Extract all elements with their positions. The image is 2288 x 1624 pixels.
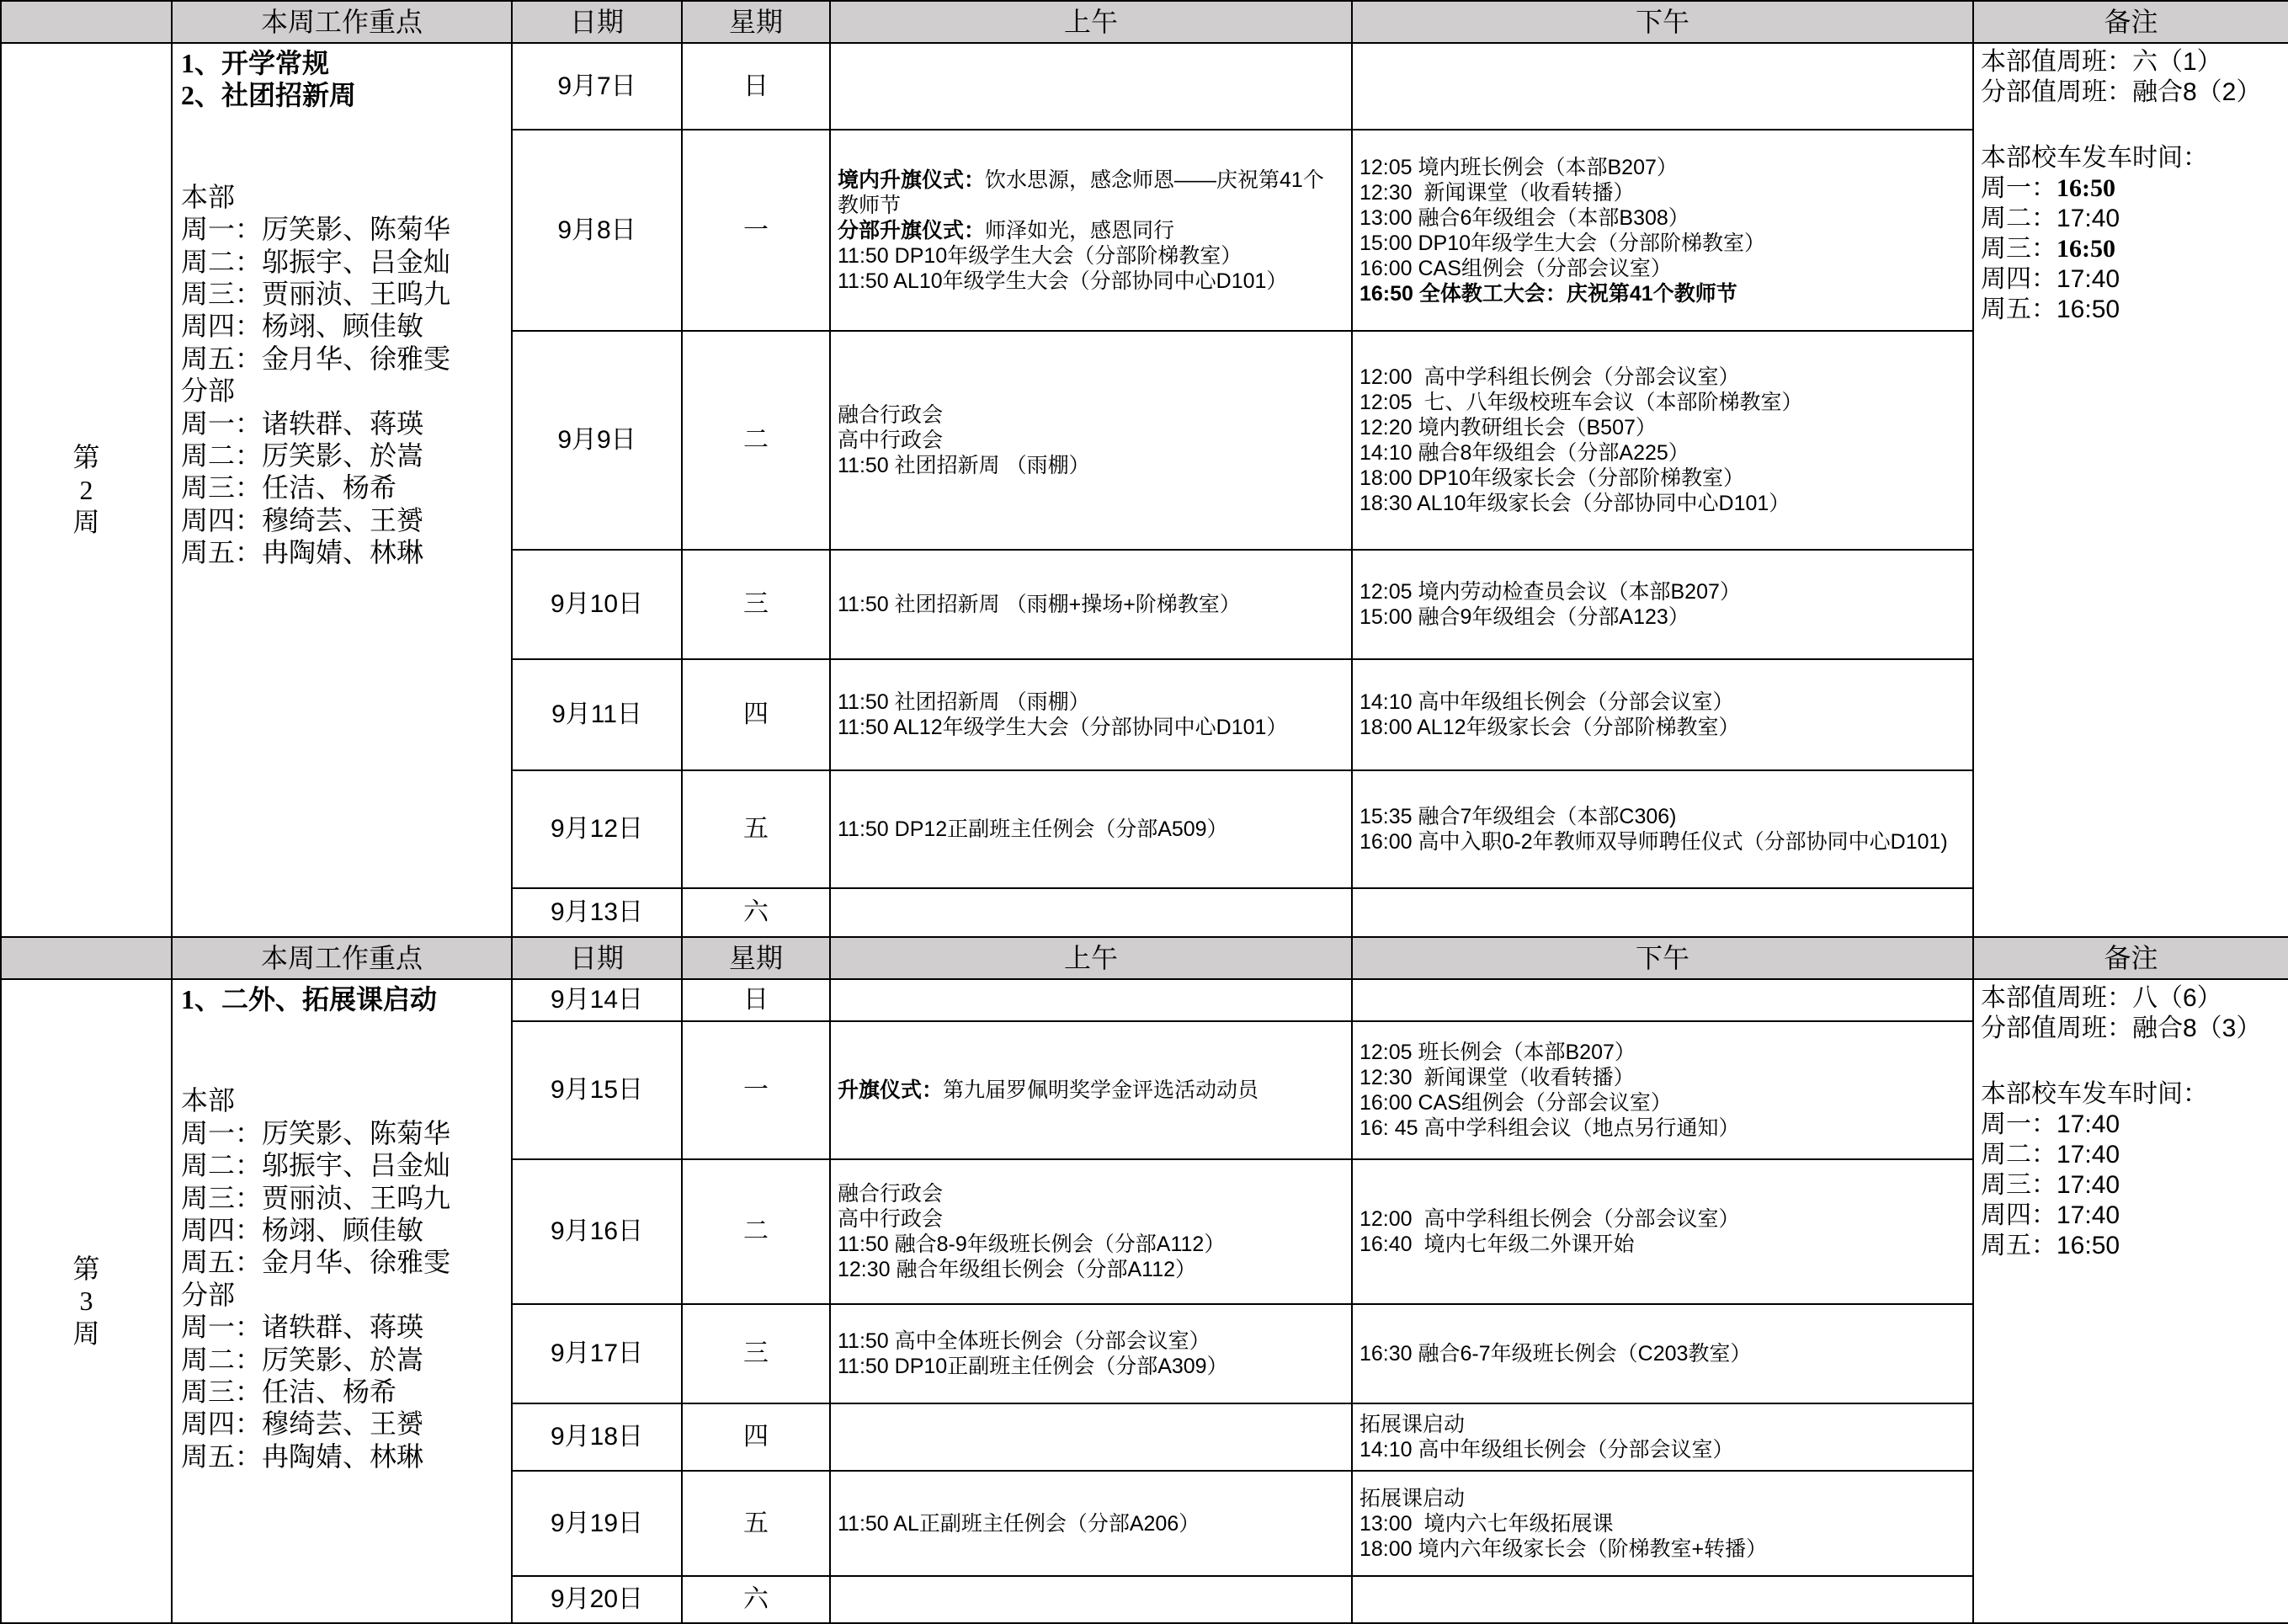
afternoon-text: 16:00 CAS组例会（分部会议室） [1359,256,1672,280]
header-blank [1,937,172,979]
afternoon-line [1359,415,1966,440]
weekday-cell: 一 [682,130,830,331]
spacer [1981,1044,2288,1079]
weekday-cell: 五 [682,1471,830,1576]
afternoon-line [1359,1511,1966,1536]
date-cell: 9月10日 [512,550,682,659]
main-campus-duty: 周二：邬振宇、吕金灿 [181,1150,451,1181]
header-date: 日期 [512,1,682,43]
afternoon-cell [1352,1403,1973,1471]
focus-key-item: 1、二外、拓展课启动 [181,984,438,1014]
afternoon-text: 12:00 高中学科组长例会（分部会议室） [1359,1207,1740,1231]
morning-bold-label: 升旗仪式： [838,1078,944,1102]
week-label-part: 周 [72,507,100,538]
afternoon-text: 18:00 AL12年级家长会（分部阶梯教室） [1359,716,1740,739]
afternoon-line [1359,1232,1966,1257]
date-cell: 9月20日 [512,1576,682,1623]
afternoon-bold-label: 16:50 全体教工大会：庆祝第41个教师节 [1359,281,1737,306]
header-blank [1,1,172,43]
bus-time-row [1981,1110,2288,1140]
afternoon-text: 12:05 班长例会（本部B207） [1359,1041,1636,1064]
morning-text: 12:30 融合年级组长例会（分部A112） [838,1258,1197,1281]
bus-day: 周三： [1981,1171,2057,1199]
duty-class: 分部值周班：融合8（3） [1981,1014,2262,1042]
header-afternoon: 下午 [1352,1,1973,43]
afternoon-text: 12:30 新闻课堂（收看转播） [1359,180,1635,205]
morning-line [838,1328,1344,1354]
afternoon-text: 13:00 境内六七年级拓展课 [1359,1511,1614,1536]
date-cell: 9月17日 [512,1304,682,1403]
week-label-part: 2 [79,474,93,505]
afternoon-text: 15:00 融合9年级组会（分部A123） [1359,605,1689,629]
morning-text: 饮水思源，感念师恩——庆祝第41个教师节 [838,168,1324,217]
date-cell: 9月16日 [512,1159,682,1304]
afternoon-text: 12:00 高中学科组长例会（分部会议室） [1359,365,1740,389]
afternoon-line [1359,365,1966,390]
afternoon-text: 18:30 AL10年级家长会（分部协同中心D101） [1359,492,1790,515]
bus-time: 17:40 [2057,1201,2120,1229]
bus-schedule-title: 本部校车发车时间： [1981,144,2208,172]
afternoon-cell [1352,1304,1973,1403]
week-label [1,43,172,937]
morning-text: 融合行政会 [838,403,944,427]
afternoon-line [1359,1065,1966,1090]
afternoon-line [1359,1206,1966,1232]
afternoon-text: 16:00 高中入职0-2年教师双导师聘任仪式（分部协同中心D101) [1359,830,1948,854]
duty-class: 本部值周班：八（6） [1981,984,2222,1012]
date-cell: 9月11日 [512,659,682,770]
branch-campus-duty: 周一：诸轶群、蒋瑛 [181,1312,424,1343]
bus-time-row [1981,1170,2288,1201]
afternoon-line [1359,1116,1966,1141]
branch-campus-label: 分部 [181,1279,236,1310]
bus-time: 16:50 [2057,174,2115,202]
afternoon-line [1359,256,1966,281]
afternoon-cell [1352,550,1973,659]
afternoon-line [1359,1486,1966,1511]
afternoon-line [1359,1412,1966,1437]
bus-time-row [1981,234,2288,264]
morning-line [838,592,1344,617]
morning-text: 11:50 DP12正副班主任例会（分部A509） [838,817,1228,841]
bus-day: 周五： [1981,1232,2057,1259]
bus-day: 周二： [1981,205,2057,232]
spacer [181,1015,511,1050]
morning-line [838,1511,1344,1536]
branch-campus-duty: 周四：穆绮芸、王赟 [181,1408,424,1440]
afternoon-line [1359,466,1966,491]
afternoon-line [1359,281,1966,306]
main-campus-label: 本部 [181,1085,236,1116]
bus-schedule-title: 本部校车发车时间： [1981,1080,2208,1108]
week-label-part: 第 [72,442,100,473]
weekday-cell: 日 [682,979,830,1021]
afternoon-text: 16:40 境内七年级二外课开始 [1359,1233,1635,1256]
spacer [181,1050,511,1084]
bus-time: 16:50 [2057,1232,2120,1259]
afternoon-cell [1352,130,1973,331]
bus-time: 17:40 [2057,205,2120,232]
focus-key-item: 2、社团招新周 [181,80,357,111]
afternoon-cell [1352,331,1973,550]
header-morning: 上午 [830,1,1352,43]
day-row [1,979,2288,1021]
morning-line [838,1181,1344,1206]
bus-time: 17:40 [2057,1141,2120,1169]
date-cell: 9月14日 [512,979,682,1021]
morning-text: 11:50 融合8-9年级班长例会（分部A112） [838,1233,1226,1256]
morning-text: 师泽如光，感恩同行 [985,218,1175,242]
bus-time-row [1981,173,2288,204]
afternoon-line [1359,180,1966,205]
weekday-cell: 四 [682,659,830,770]
afternoon-line [1359,1040,1966,1065]
main-campus-duty: 周四：杨翊、顾佳敏 [181,1214,424,1245]
branch-campus-duty: 周五：冉陶婧、林琳 [181,537,424,568]
morning-line [838,1354,1344,1379]
afternoon-line [1359,715,1966,740]
weekly-focus-cell [172,979,512,1623]
afternoon-cell [1352,1021,1973,1159]
bus-time-row [1981,264,2288,295]
bus-day: 周二： [1981,1141,2057,1169]
spacer [1981,108,2288,143]
branch-campus-duty: 周五：冉陶婧、林琳 [181,1440,424,1472]
afternoon-cell [1352,659,1973,770]
branch-campus-label: 分部 [181,375,236,407]
morning-cell [830,1471,1352,1576]
afternoon-line [1359,829,1966,855]
afternoon-line [1359,1536,1966,1562]
weekday-cell: 三 [682,1304,830,1403]
morning-text: 融合行政会 [838,1182,944,1206]
morning-line [838,402,1344,428]
weekday-cell: 一 [682,1021,830,1159]
duty-class: 分部值周班：融合8（2） [1981,78,2262,106]
afternoon-cell [1352,1471,1973,1576]
morning-cell [830,331,1352,550]
morning-cell [830,1304,1352,1403]
weekday-cell: 五 [682,770,830,888]
morning-cell [830,1159,1352,1304]
header-focus: 本周工作重点 [172,1,512,43]
morning-text: 第九届罗佩明奖学金评选活动动员 [943,1078,1259,1102]
morning-text: 11:50 AL10年级学生大会（分部协同中心D101） [838,269,1288,293]
week-label-part: 3 [79,1286,93,1317]
afternoon-line [1359,690,1966,715]
header-remarks: 备注 [1973,1,2288,43]
weekday-cell: 二 [682,331,830,550]
weekday-cell: 日 [682,43,830,130]
main-campus-duty: 周二：邬振宇、吕金灿 [181,246,451,277]
weekday-cell: 六 [682,888,830,937]
bus-time-row [1981,1140,2288,1170]
morning-line [838,428,1344,453]
morning-cell [830,888,1352,937]
afternoon-text: 15:00 DP10年级学生大会（分部阶梯教室） [1359,231,1766,255]
afternoon-line [1359,440,1966,466]
branch-campus-duty: 周三：任洁、杨希 [181,1376,397,1407]
afternoon-text: 15:35 融合7年级组会（本部C306) [1359,805,1677,828]
bus-day: 周三： [1981,235,2057,263]
morning-bold-label: 分部升旗仪式： [838,218,986,242]
bus-time: 17:40 [2057,1110,2120,1138]
morning-cell [830,550,1352,659]
afternoon-text: 18:00 境内六年级家长会（阶梯教室+转播） [1359,1536,1768,1561]
bus-time: 17:40 [2057,265,2120,293]
main-campus-duty: 周三：贾丽浈、王呜九 [181,278,451,309]
morning-line [838,1257,1344,1282]
morning-line [838,690,1344,715]
header-afternoon: 下午 [1352,937,1973,979]
morning-cell [830,43,1352,130]
afternoon-line [1359,1090,1966,1116]
date-cell: 9月7日 [512,43,682,130]
afternoon-text: 13:00 融合6年级组会（本部B308） [1359,205,1689,230]
date-cell: 9月8日 [512,130,682,331]
afternoon-cell [1352,1159,1973,1304]
afternoon-cell [1352,770,1973,888]
bus-day: 周一： [1981,174,2057,202]
morning-text: 11:50 DP10年级学生大会（分部阶梯教室） [838,243,1242,268]
bus-time: 16:50 [2057,296,2120,323]
afternoon-text: 14:10 高中年级组长例会（分部会议室） [1359,690,1734,714]
branch-campus-duty: 周三：任洁、杨希 [181,472,397,503]
spacer [181,112,511,146]
bus-time-row [1981,295,2288,325]
afternoon-text: 16:30 融合6-7年级班长例会（C203教室） [1359,1342,1752,1366]
main-campus-duty: 周三：贾丽浈、王呜九 [181,1182,451,1213]
morning-text: 11:50 高中全体班长例会（分部会议室） [838,1329,1211,1353]
morning-line [838,1232,1344,1257]
afternoon-text: 12:05 境内劳动检查员会议（本部B207） [1359,580,1741,604]
morning-line [838,1078,1344,1103]
main-campus-duty: 周一：厉笑影、陈菊华 [181,214,451,245]
header-date: 日期 [512,937,682,979]
header-focus: 本周工作重点 [172,937,512,979]
morning-cell [830,1576,1352,1623]
afternoon-cell [1352,43,1973,130]
afternoon-text: 拓展课启动 [1359,1486,1466,1510]
morning-text: 高中行政会 [838,429,944,452]
afternoon-line [1359,205,1966,231]
afternoon-cell [1352,979,1973,1021]
schedule-body [1,1,2288,1623]
afternoon-text: 16: 45 高中学科组会议（地点另行通知） [1359,1116,1740,1140]
main-campus-duty: 周四：杨翊、顾佳敏 [181,311,424,342]
date-cell: 9月18日 [512,1403,682,1471]
afternoon-line [1359,1437,1966,1462]
morning-line [838,218,1344,243]
afternoon-line [1359,491,1966,516]
bus-time-row [1981,1201,2288,1231]
date-cell: 9月19日 [512,1471,682,1576]
morning-line [838,269,1344,294]
header-row [1,1,2288,43]
header-weekday: 星期 [682,1,830,43]
afternoon-text: 14:10 融合8年级组会（分部A225） [1359,441,1689,465]
header-remarks: 备注 [1973,937,2288,979]
main-campus-duty: 周一：厉笑影、陈菊华 [181,1117,451,1148]
morning-line [838,817,1344,842]
branch-campus-duty: 周一：诸轶群、蒋瑛 [181,407,424,439]
remarks-cell [1973,43,2288,937]
morning-cell [830,979,1352,1021]
bus-time-row [1981,1231,2288,1261]
date-cell: 9月15日 [512,1021,682,1159]
afternoon-text: 12:05 七、八年级校班车会议（本部阶梯教室） [1359,391,1803,414]
morning-line [838,1206,1344,1232]
header-morning: 上午 [830,937,1352,979]
afternoon-line [1359,1341,1966,1366]
bus-time: 16:50 [2057,235,2115,263]
date-cell: 9月9日 [512,331,682,550]
afternoon-line [1359,231,1966,256]
morning-cell [830,1403,1352,1471]
afternoon-text: 拓展课启动 [1359,1413,1466,1436]
weekly-focus-cell [172,43,512,937]
main-campus-duty: 周五：金月华、徐雅雯 [181,343,451,374]
weekday-cell: 四 [682,1403,830,1471]
duty-class: 本部值周班：六（1） [1981,48,2222,76]
afternoon-line [1359,579,1966,604]
header-weekday: 星期 [682,937,830,979]
day-row [1,43,2288,130]
afternoon-text: 12:30 新闻课堂（收看转播） [1359,1066,1635,1089]
afternoon-line [1359,804,1966,829]
afternoon-line [1359,604,1966,630]
morning-text: 11:50 社团招新周 （雨棚） [838,690,1090,714]
morning-cell [830,770,1352,888]
morning-text: 11:50 AL正副班主任例会（分部A206） [838,1511,1200,1536]
afternoon-cell [1352,888,1973,937]
branch-campus-duty: 周二：厉笑影、於嵩 [181,439,424,471]
weekday-cell: 六 [682,1576,830,1623]
bus-day: 周四： [1981,1201,2057,1229]
main-campus-duty: 周五：金月华、徐雅雯 [181,1247,451,1278]
date-cell: 9月13日 [512,888,682,937]
afternoon-line [1359,155,1966,180]
morning-text: 11:50 DP10正副班主任例会（分部A309） [838,1355,1228,1378]
bus-time: 17:40 [2057,1171,2120,1199]
bus-time-row [1981,204,2288,234]
afternoon-line [1359,390,1966,415]
morning-cell [830,1021,1352,1159]
morning-text: 11:50 AL12年级学生大会（分部协同中心D101） [838,716,1288,739]
afternoon-text: 18:00 DP10年级家长会（分部阶梯教室） [1359,466,1745,490]
branch-campus-duty: 周二：厉笑影、於嵩 [181,1344,424,1375]
date-cell: 9月12日 [512,770,682,888]
morning-bold-label: 境内升旗仪式： [838,168,986,192]
morning-text: 11:50 社团招新周 （雨棚+操场+阶梯教室） [838,593,1241,616]
morning-text: 高中行政会 [838,1207,944,1231]
spacer [181,146,511,181]
morning-line [838,243,1344,269]
main-campus-label: 本部 [181,181,236,212]
week-label-part: 周 [72,1318,100,1349]
bus-day: 周四： [1981,265,2057,293]
afternoon-text: 16:00 CAS组例会（分部会议室） [1359,1091,1672,1115]
branch-campus-duty: 周四：穆绮芸、王赟 [181,504,424,535]
weekday-cell: 二 [682,1159,830,1304]
morning-cell [830,130,1352,331]
morning-line [838,168,1344,218]
morning-text: 11:50 社团招新周 （雨棚） [838,454,1090,477]
bus-day: 周五： [1981,296,2057,323]
weekday-cell: 三 [682,550,830,659]
header-row [1,937,2288,979]
morning-line [838,453,1344,478]
afternoon-text: 12:05 境内班长例会（本部B207） [1359,155,1678,179]
afternoon-text: 12:20 境内教研组长会（B507） [1359,416,1657,439]
morning-cell [830,659,1352,770]
afternoon-text: 14:10 高中年级组长例会（分部会议室） [1359,1438,1734,1462]
remarks-cell [1973,979,2288,1623]
week-label [1,979,172,1623]
morning-line [838,715,1344,740]
afternoon-cell [1352,1576,1973,1623]
week-label-part: 第 [72,1253,100,1284]
focus-key-item: 1、开学常规 [181,48,330,78]
bus-day: 周一： [1981,1110,2057,1138]
